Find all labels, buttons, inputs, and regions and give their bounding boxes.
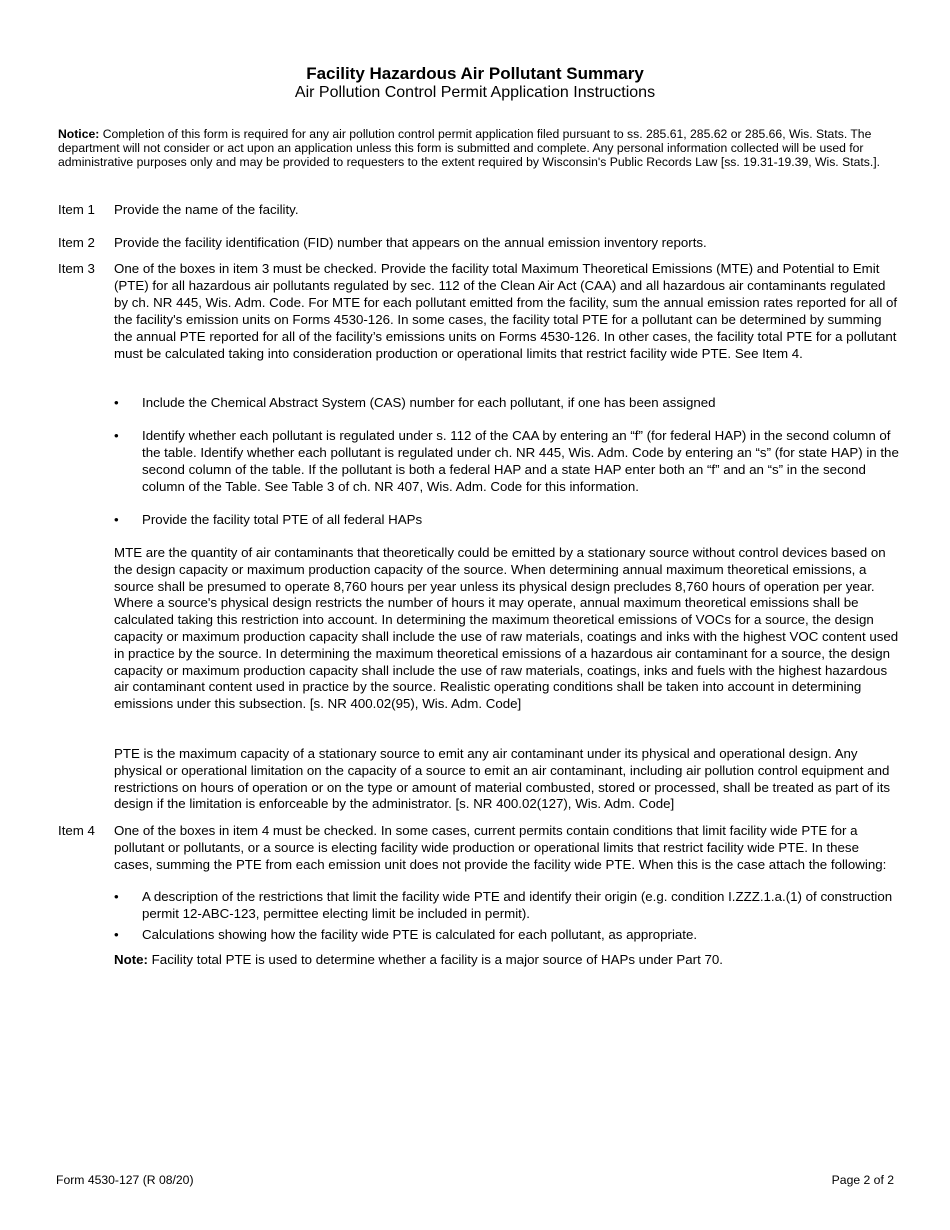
notice-text: Completion of this form is required for any air pollution control permit application filed pursuant to ss. 285.61, 285.62 or 285.66, Wis. Stats. The department will not consider or act upon an application unless this form is submitted and complete. Any personal information collected will be used for administrative purposes only and may be provided to requesters to the extent required by Wisconsin's Public Records Law [ss. 19.31-19.39, Wis. Stats.]. [58, 127, 881, 169]
item-3-bullet-cas: Include the Chemical Abstract System (CAS) number for each pollutant, if one has been assigned [142, 395, 716, 410]
bullet-glyph: • [114, 889, 119, 904]
bullet-glyph: • [114, 428, 119, 443]
notice-label: Notice: [58, 127, 100, 141]
bullet-glyph: • [114, 395, 119, 410]
item-4-note [114, 952, 902, 969]
page-title: Facility Hazardous Air Pollutant Summary [306, 64, 644, 83]
bullet-glyph: • [114, 512, 119, 527]
note-label: Note: [114, 952, 148, 967]
item-4-label: Item 4 [58, 823, 95, 838]
notice-paragraph [58, 127, 898, 169]
mte-definition: MTE are the quantity of air contaminants that theoretically could be emitted by a stationary source without control devices based on the design capacity or maximum production capacity of the source. When determining annual maximum theoretical emissions, a source shall be presumed to operate 8,760 hours per year unless its physical design precludes 8,760 hours of operation per year. Where a source's physical design restricts the number of hours it may operate, annual maximum theoretical emissions shall be calculated taking this restriction into account. In determining the maximum theoretical emissions of VOCs for a source, the design capacity or maximum production capacity shall include the use of raw materials, coatings and inks with the highest VOC content used in practice by the source. In determining the maximum theoretical emissions of a hazardous air contaminant for a source, the design capacity or maximum production capacity shall include the use of raw materials, coatings, inks and fuels with the highest hazardous air contaminant content used in practice by the source. Realistic operating conditions shall be taken into account in determining emissions under this subsection. [s. NR 400.02(95), Wis. Adm. Code] [114, 545, 899, 712]
item-4-bullet-restrictions: A description of the restrictions that limit the facility wide PTE and identify their origin (e.g. condition I.ZZZ.1.a.(1) of construction permit 12-ABC-123, permittee electing limit be included in permit). [142, 889, 893, 921]
form-number: Form 4530-127 (R 08/20) [56, 1173, 194, 1187]
page-subtitle: Air Pollution Control Permit Application Instructions [294, 84, 656, 101]
item-1-text: Provide the name of the facility. [114, 202, 299, 217]
note-text: Facility total PTE is used to determine whether a facility is a major source of HAPs under Part 70. [147, 952, 723, 967]
item-3-bullet-hap-type: Identify whether each pollutant is regulated under s. 112 of the CAA by entering an “f” (for federal HAP) in the second column of the table. Identify whether each pollutant is regulated under ch. NR 445, Wis. Adm. Code by entering an “s” (for state HAP) in the second column of the table. If the pollutant is both a federal HAP and a state HAP enter both an “f” and an “s” in the second column of the Table. See Table 3 of ch. NR 407, Wis. Adm. Code for this information. [142, 428, 899, 494]
bullet-glyph: • [114, 927, 119, 942]
item-4-bullet-calculations: Calculations showing how the facility wide PTE is calculated for each pollutant, as appropriate. [142, 927, 698, 942]
item-1-label: Item 1 [58, 202, 95, 217]
item-2-label: Item 2 [58, 235, 95, 250]
item-3-text: One of the boxes in item 3 must be checked. Provide the facility total Maximum Theoretical Emissions (MTE) and Potential to Emit (PTE) for all hazardous air pollutants regulated by sec. 112 of the Clean Air Act (CAA) and all hazardous air contaminants regulated by ch. NR 445, Wis. Adm. Code. For MTE for each pollutant emitted from the facility, sum the annual emission rates reported for all of the facility's emission units on Forms 4530-126. In some cases, the facility total PTE for a pollutant can be determined by summing the annual PTE reported for all of the facility’s emissions units on Forms 4530-126. In other cases, the facility total PTE for a pollutant must be calculated taking into consideration production or operational limits that restrict facility wide PTE. See Item 4. [114, 261, 898, 361]
page-number: Page 2 of 2 [831, 1173, 894, 1187]
pte-definition: PTE is the maximum capacity of a stationary source to emit any air contaminant under its physical and operational design. Any physical or operational limitation on the capacity of a source to emit an air contaminant, including air pollution control equipment and restrictions on hours of operation or on the type or amount of material combusted, stored or processed, shall be treated as part of its design if the limitation is enforceable by the administrator. [s. NR 400.02(127), Wis. Adm. Code] [114, 746, 891, 812]
item-3-label: Item 3 [58, 261, 95, 276]
item-3-bullet-total-pte: Provide the facility total PTE of all federal HAPs [142, 512, 423, 527]
item-2-text: Provide the facility identification (FID) number that appears on the annual emission inventory reports. [114, 235, 707, 250]
item-4-text: One of the boxes in item 4 must be checked. In some cases, current permits contain conditions that limit facility wide PTE for a pollutant or pollutants, or a source is electing facility wide production or operational limits that restrict facility wide PTE. In these cases, summing the PTE from each emission unit does not provide the facility wide PTE. When this is the case attach the following: [114, 823, 887, 872]
